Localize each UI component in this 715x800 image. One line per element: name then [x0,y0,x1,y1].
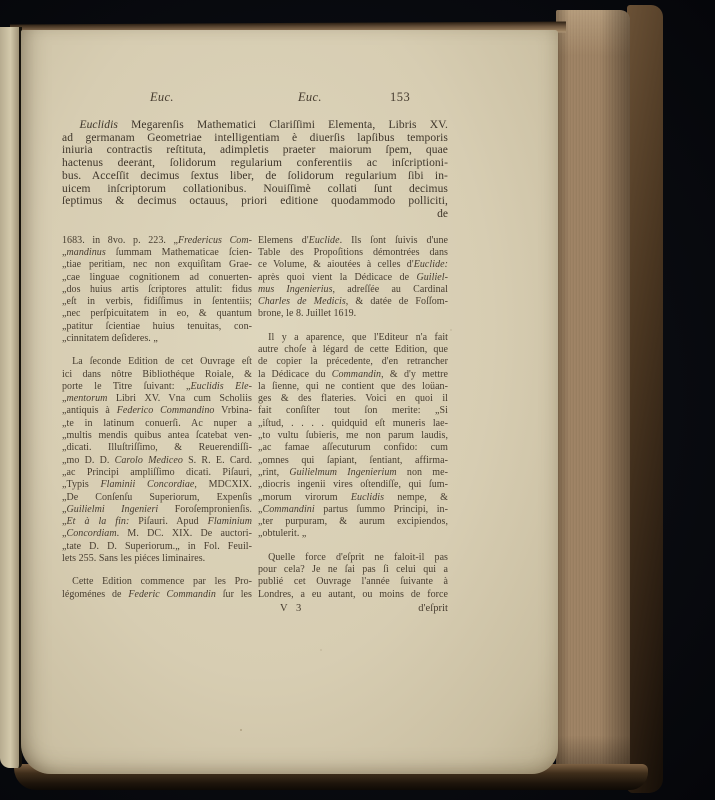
text-line: „patitur ſcientiae huius tenuitas, con- [62,320,252,332]
catchword: d'eſprit [418,602,448,614]
running-title-right: Euc. [298,90,322,104]
text-line: „omnes qui ſapiant, ſentiant, affirma- [258,454,448,466]
text-line: „Guilielmi Ingenieri Foroſempronienſis. [62,503,252,515]
text-line: La ſeconde Edition de cet Ouvrage eſt [62,356,252,368]
text-columns [62,235,448,615]
text-line: „antiquis à Federico Commandino Vrbina- [62,405,252,417]
text-line: „Typis Flaminii Concordiae, MDCXIX. [62,479,252,491]
text-line: uicem inſcriptorum collationibus. Nouiſſimè collati ſunt decimus [62,182,448,195]
text-line: hactenus deerant, ſolidorum regularium conferentiis ac inſcriptioni- [62,157,448,170]
text-line: bus. Acceſſit decimus ſextus liber, de ſolidorum regularium ſibi in- [62,169,448,182]
text-line: „mandinus ſummam Mathematicae ſcien- [62,246,252,258]
gathering-signature: V 3 [280,602,305,614]
text-line: „Concordiam. M. DC. XIX. De auctori- [62,528,252,540]
right-column [258,235,448,615]
text-line: „iſtud, . . . . quidquid eſt muneris lae- [258,417,448,429]
book-cover-edge [627,5,663,793]
text-line: légoménes de Federic Commandin ſur les [62,588,252,600]
text-line: „mentorum Libri XV. Vna cum Scholiis [62,393,252,405]
text-line: „cae linguae cognitionem ad conuerten- [62,271,252,283]
paragraph [62,576,252,601]
text-line: „tiae peritiam, nec non exquiſitam Grae- [62,259,252,271]
text-line: 1683. in 8vo. p. 223. „Fredericus Com- [62,234,252,246]
text-line: „mo D. D. Carolo Mediceo S. R. E. Card. [62,454,253,466]
intro-catchword: de [437,207,448,220]
text-line: „dicati. Illuſtriſſimo, & Reuerendiſſi- [62,442,252,454]
text-line: publié cet Ouvrage l'année ſuivante à [258,576,448,588]
text-line: après quoi vient la Dédicace de Guiliel- [258,271,448,283]
text-line: „to vultu ſubieris, me non parum laudis, [258,430,448,442]
text-line: porte le Titre ſuivant: „Euclidis Ele- [62,380,252,392]
facing-page-edge [0,27,22,768]
text-line: iniuria contractis reſtituta, adimpletis praeter maiorum ſpem, quae [62,144,448,157]
text-line: la Dédicace du Commandin, & d'y mettre [258,368,448,380]
text-line: „eſt in verbis, fidiſſimus in ſententiis; [62,296,252,308]
text-line: fait conſiſter tout ſon merite: „Si [258,405,448,417]
page [21,30,558,774]
text-line: „te in latinum conuerſi. Ac nuper a [62,417,252,429]
text-line: Elemens d'Euclide. Ils ſont ſuivis d'une [258,234,448,246]
running-header [62,90,448,106]
left-column [62,235,252,615]
page-stack-edge [556,10,630,782]
text-line: „De Conſenſu Superiorum, Expenſis [62,491,252,503]
running-title-left: Euc. [150,90,174,104]
text-line: „ter purpuram, & aurum excipiendos, [258,516,448,528]
page-number: 153 [390,90,411,104]
text-line: „dos huius artis ſcriptores attulit: fidus [62,283,252,295]
text-line: de copier la précedente, d'en retrancher [258,356,448,368]
text-line: ce Volume, & aioutées à celles d'Euclide: [258,259,448,271]
paragraph [62,235,252,346]
text-line: ici dans nôtre Bibliothéque Roiale, & [62,368,252,380]
text-line: Charles de Medicis, & datée de Foſſom- [258,296,448,308]
text-line: ges & des flateries. Voici en quoi il [258,393,448,405]
text-line: ſeptimus & decimus octauus, priori editione quodammodo polliciti, [62,195,448,208]
text-line: Cette Edition commence par les Pro- [62,576,252,588]
text-line: „obtulerit. „ [258,528,307,540]
text-line: „ac famae aſſecuturum confido: cum [258,442,448,454]
text-line: lets 255. Sans les piéces liminaires. [62,553,206,565]
text-line: „tate D. D. Superiorum.„ in Fol. Feuil- [62,540,252,552]
text-line: pour cela? Je ne ſai pas ſi celui qui a [258,564,448,576]
text-line: „multis mendis quibus antea ſcatebat ven- [62,430,252,442]
text-line: „diocris ingenii vires oſtendiſſe, qui ſum- [258,479,448,491]
text-line: „Commandini partus ſummo Principi, in- [258,503,448,515]
text-line: „cinnitatem deſideres. „ [62,333,158,344]
signature-row [258,602,448,615]
text-line: Il y a aparence, que l'Editeur n'a fait [258,331,448,343]
text-line: Euclidis Megarenſis Mathematici Clariſſimi Elementa, Libris XV. [79,119,448,131]
text-line: Quelle force d'eſprit ne faloit-il pas [258,551,448,563]
text-line: brone, le 8. Juillet 1619. [258,308,357,320]
text-line: „rint, Guilielmum Ingenierium non me- [258,466,448,478]
text-line: „ac Principi ampliſſimo dicati. Piſauri, [62,466,252,478]
text-line: ad germanam Geometriae intelligentiam è diuerſis lapſibus temporis [62,131,448,144]
text-line: mus Ingenierius, adreſſée au Cardinal [258,283,448,295]
text-line: Table des Propoſitions démontrées dans [258,246,448,258]
intro-paragraph [62,119,448,208]
paragraph [62,119,448,208]
text-line: la ſienne, qui ne contient que des loüan- [258,380,448,392]
paragraph [62,356,252,565]
paragraph [258,552,448,601]
page-content [62,90,448,615]
text-line: „Et à la fin: Piſauri. Apud Flaminium [62,516,252,528]
text-line: autre choſe à légard de cette Edition, que [258,344,448,355]
text-line: Londres, a eu autant, ou moins de force [258,588,448,600]
paragraph [258,332,448,541]
paragraph [258,235,448,321]
text-line: „morum virorum Euclidis nempe, & [258,491,448,503]
text-line: „nec perſpicuitatem in eo, & quantum [62,308,252,320]
right-column-paragraphs [258,235,448,601]
